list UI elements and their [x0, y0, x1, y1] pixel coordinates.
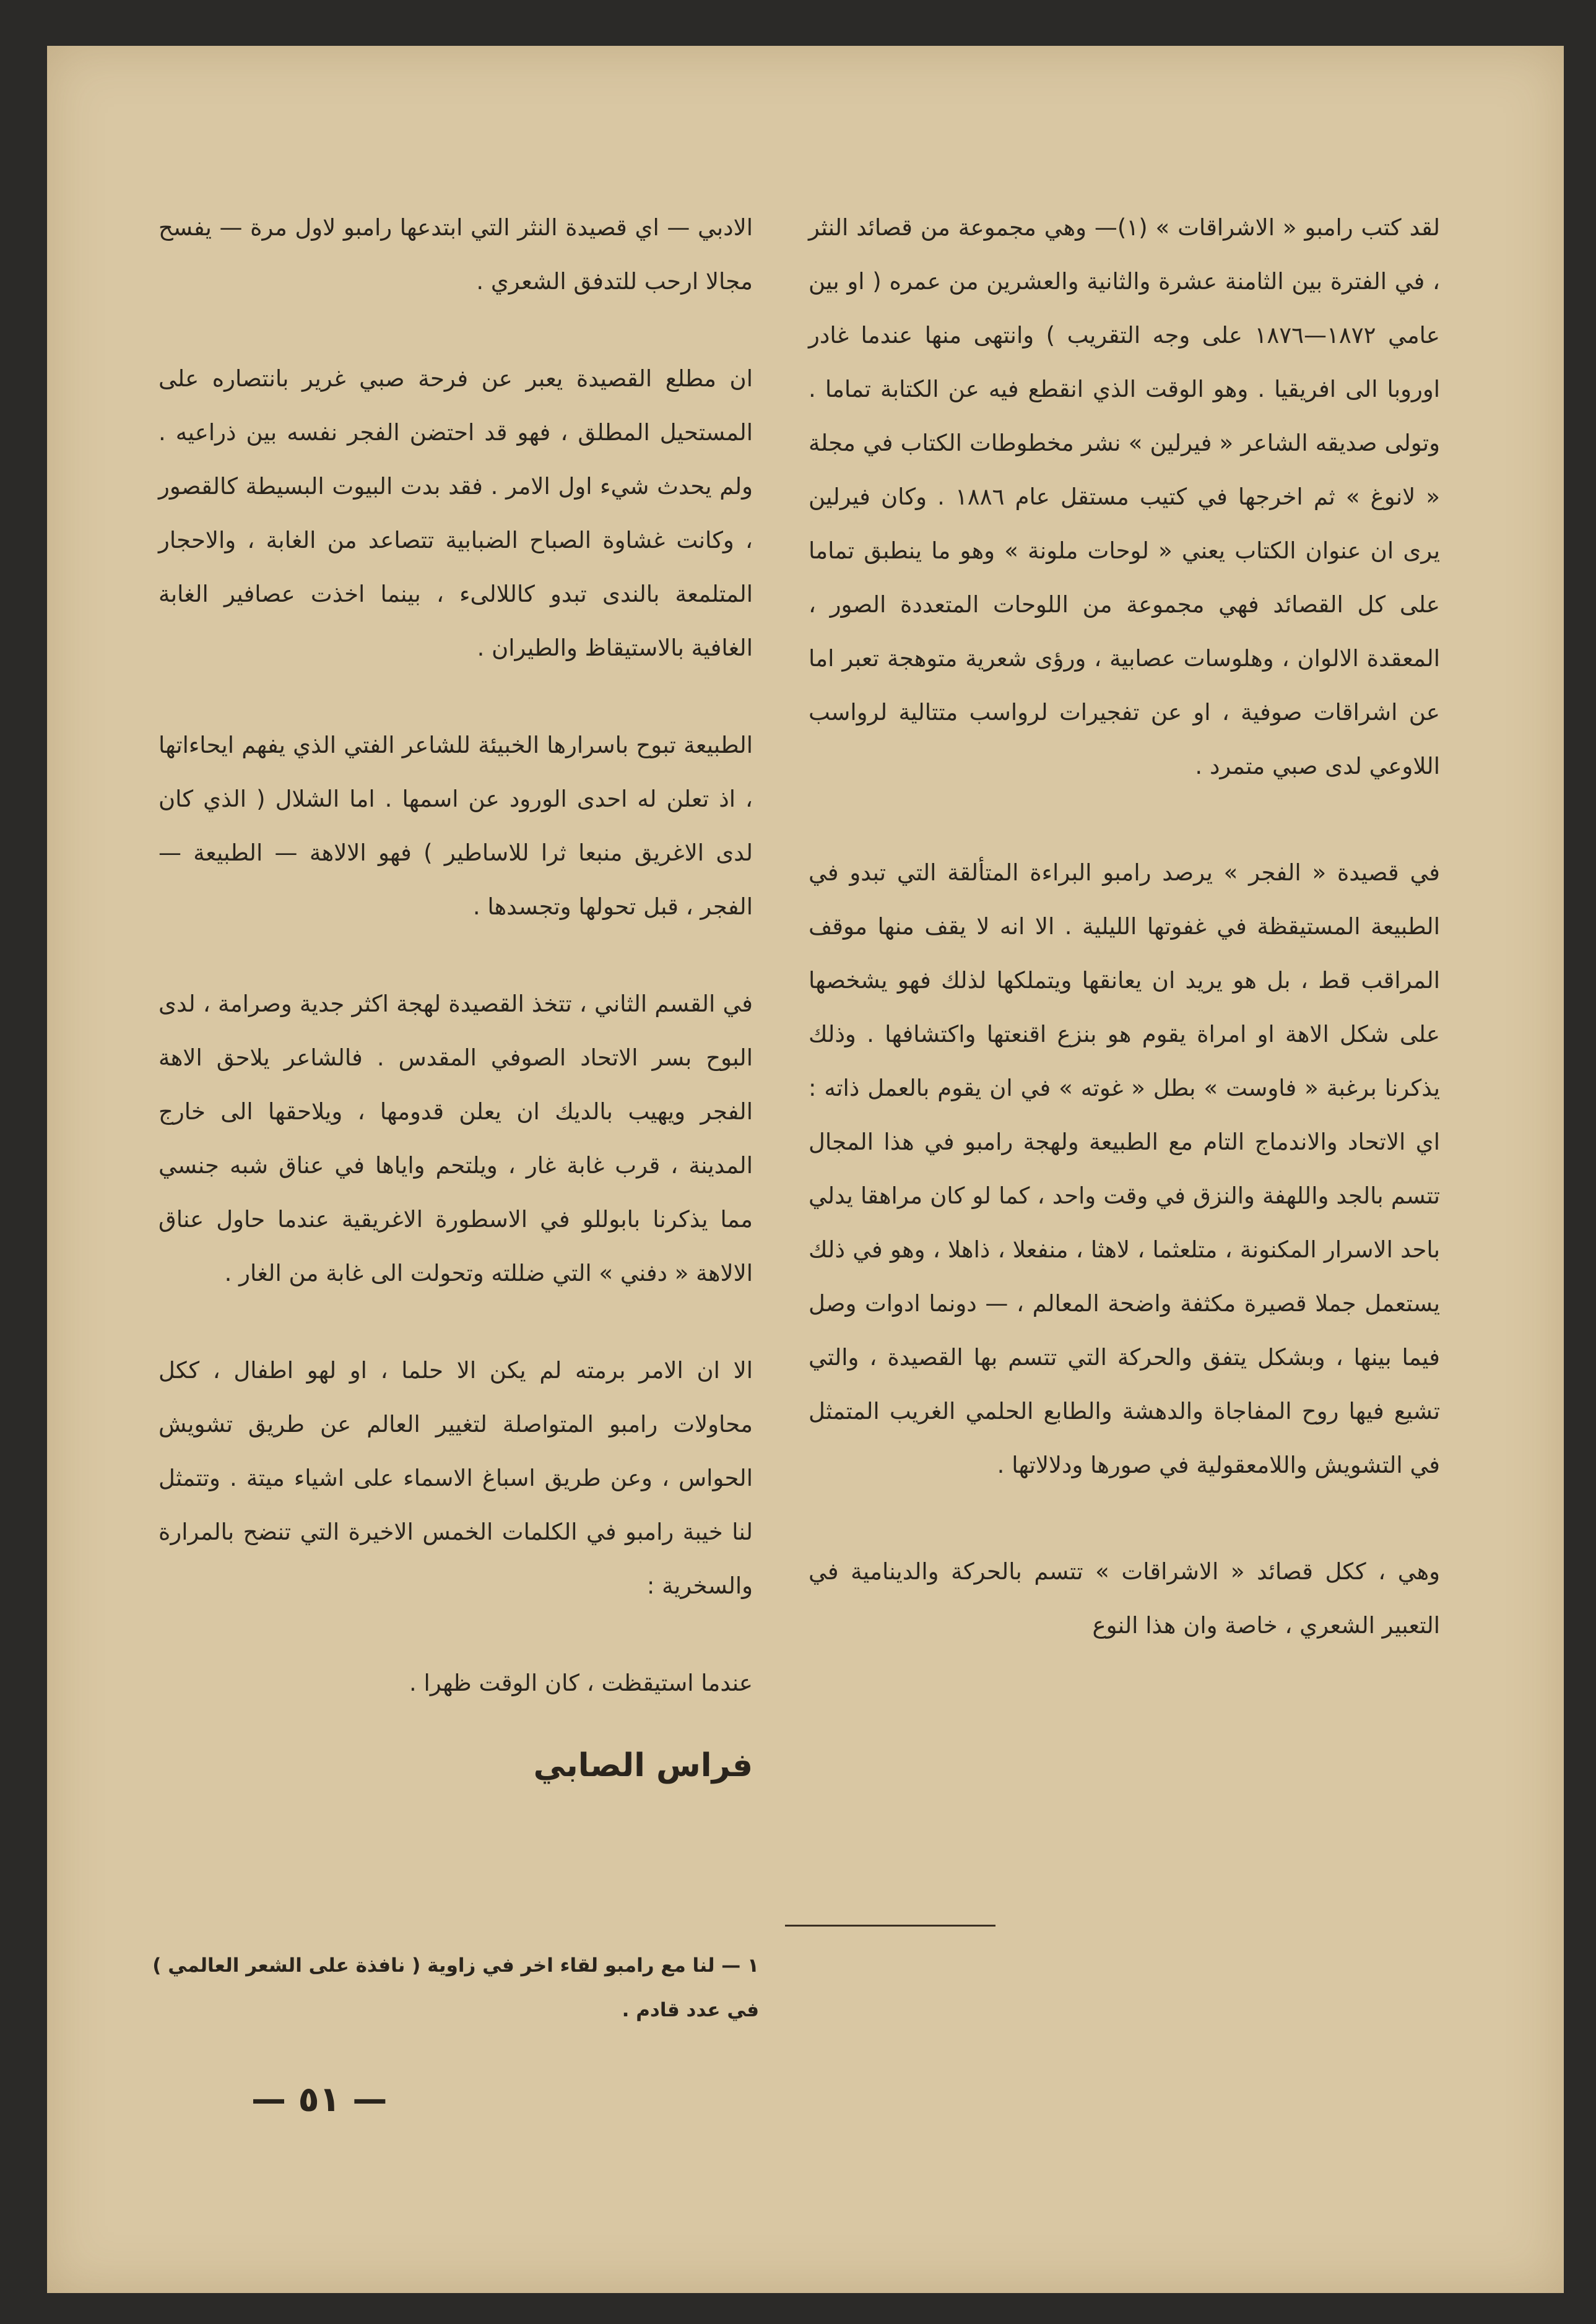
paragraph: لقد كتب رامبو « الاشراقات » (١)— وهي مجموعة من قصائد النثر ، في الفترة بين الثامنة عشرة والثانية والعشرين من عمره ( او بين عامي ١٨٧٢—١٨٧٦ على وجه التقريب ) وانتهى منها عندما غادر اوروبا الى افريقيا . وهو الوقت الذي انقطع فيه عن الكتابة تماما . وتولى صديقه الشاعر « فيرلين » نشر مخطوطات الكتاب في مجلة « لانوغ » ثم اخرجها في كتيب مستقل عام ١٨٨٦ . وكان فيرلين يرى ان عنوان الكتاب يعني « لوحات ملونة » وهو ما ينطبق تماما على كل القصائد فهي مجموعة من اللوحات المتعددة الصور ، المعقدة الالوان ، وهلوسات عصابية ، ورؤى شعرية متوهجة تعبر اما عن اشراقات صوفية ، او عن تفجيرات لرواسب متتالية لرواسب اللاوعي لدى صبي متمرد .	[809, 214, 1441, 779]
author-signature: فراس الصابي	[533, 1747, 753, 1784]
paragraph: الطبيعة تبوح باسرارها الخبيئة للشاعر الفتي الذي يفهم ايحاءاتها ، اذ تعلن له احدى الورود عن اسمها . اما الشلال ( الذي كان لدى الاغريق منبعا ثرا للاساطير ) فهو الالاهة — الطبيعة — الفجر ، قبل تحولها وتجسدها .	[158, 732, 753, 920]
paragraph: في القسم الثاني ، تتخذ القصيدة لهجة اكثر جدية وصرامة ، لدى البوح بسر الاتحاد الصوفي المقدس . فالشاعر يلاحق الاهة الفجر ويهيب بالديك ان يعلن قدومها ، ويلاحقها الى خارج المدينة ، قرب غابة غار ، ويلتحم واياها في عناق شبه جنسي مما يذكرنا بابوللو في الاسطورة الاغريقية عندما حاول عناق الالاهة « دفني » التي ضللته وتحولت الى غابة من الغار .	[158, 991, 753, 1286]
footnote: ١ — لنا مع رامبو لقاء اخر في زاوية ( نافذة على الشعر العالمي ) في عدد قادم .	[152, 1954, 759, 2021]
paragraph: ان مطلع القصيدة يعبر عن فرحة صبي غرير بانتصاره على المستحيل المطلق ، فهو قد احتضن الفجر نفسه بين ذراعيه . ولم يحدث شيء اول الامر . فقد بدت البيوت البسيطة كالقصور ، وكانت غشاوة الصباح الضبابية تتصاعد من الغابة ، والاحجار المتلمعة بالندى تبدو كاللالىء ، بينما اخذت عصافير الغابة الغافية بالاستيقاظ والطيران .	[158, 365, 753, 661]
paragraph: الادبي — اي قصيدة النثر التي ابتدعها رامبو لاول مرة — يفسح مجالا ارحب للتدفق الشعري .	[158, 214, 753, 295]
closing-line: عندما استيقظت ، كان الوقت ظهرا .	[409, 1670, 753, 1696]
paragraph: الا ان الامر برمته لم يكن الا حلما ، او لهو اطفال ، ككل محاولات رامبو المتواصلة لتغيير العالم عن طريق تشويش الحواس ، وعن طريق اسباغ الاسماء على اشياء ميتة . وتتمثل لنا خيبة رامبو في الكلمات الخمس الاخيرة التي تنضح بالمرارة والسخرية :	[158, 1357, 753, 1599]
right-column	[809, 201, 1440, 1705]
page-number: — ٥١ —	[251, 2079, 388, 2120]
paragraph: وهي ، ككل قصائد « الاشراقات » تتسم بالحركة والدينامية في التعبير الشعري ، خاصة وان هذا النوع	[809, 1558, 1440, 1639]
magazine-page	[47, 46, 1564, 2293]
footnote-divider	[785, 1925, 995, 1927]
paragraph: في قصيدة « الفجر » يرصد رامبو البراءة المتألقة التي تبدو في الطبيعة المستيقظة في غفوتها الليلية . الا انه لا يقف منها موقف المراقب قط ، بل هو يريد ان يعانقها ويتملكها لذلك فهو يشخصها على شكل الاهة او امراة يقوم هو بنزع اقنعتها واكتشافها . وذلك يذكرنا برغبة « فاوست » بطل « غوته » في ان يقوم بالعمل ذاته : اي الاتحاد والاندماج التام مع الطبيعة ولهجة رامبو في هذا المجال تتسم بالجد واللهفة والنزق في وقت واحد ، كما لو كان مراهقا يدلي باحد الاسرار المكنونة ، متلعثما ، لاهثا ، منفعلا ، ذاهلا ، وهو في ذلك يستعمل جملا قصيرة مكثفة واضحة المعالم ، — دونما ادوات وصل فيما بينها ، وبشكل يتفق والحركة التي تتسم بها القصيدة ، والتي تشيع فيها روح المفاجاة والدهشة والطابع الحلمي الغريب المتمثل في التشويش واللامعقولية في صورها ودلالاتها .	[809, 859, 1440, 1478]
left-column	[158, 201, 753, 1790]
